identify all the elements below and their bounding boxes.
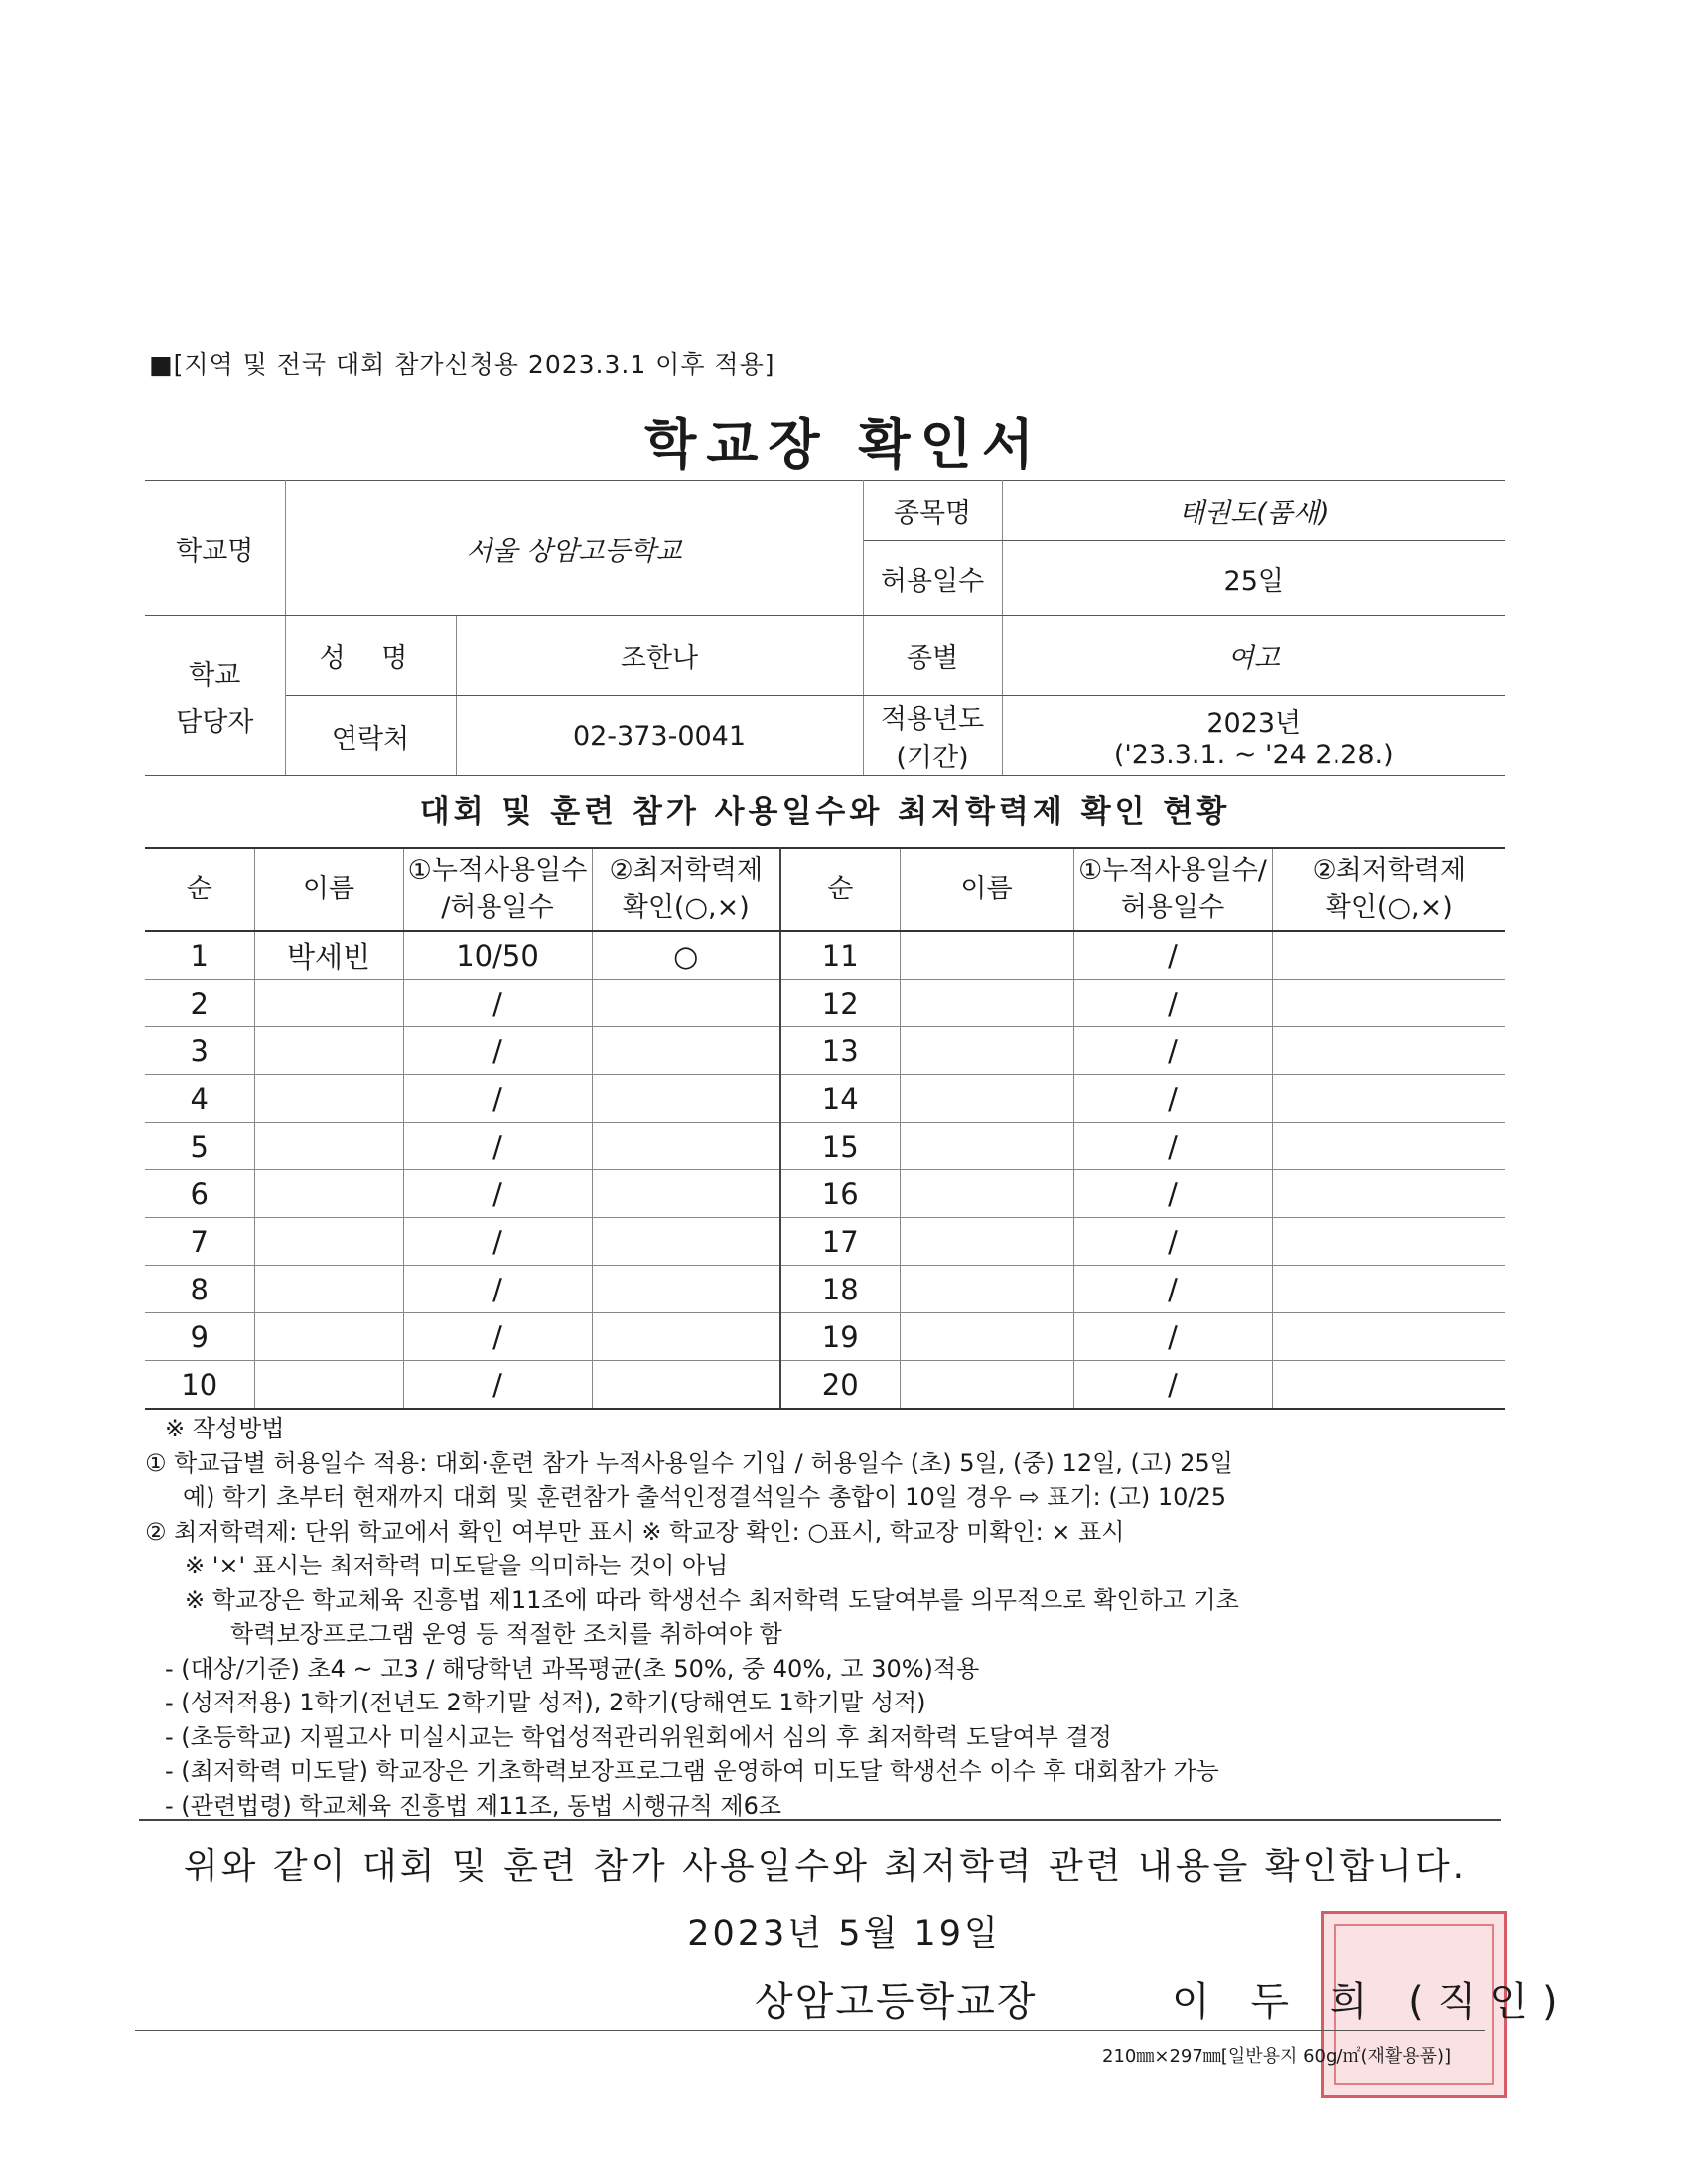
school-name-label: 학교명 [145,481,285,616]
cell-days-b: / [1073,1027,1272,1075]
header-days-b-line2: 허용일수 [1120,892,1225,923]
notes-heading: ※ 작성방법 [165,1415,285,1442]
header-name: 이름 [254,848,403,931]
cell-name-b [900,1266,1073,1313]
school-name-value: 서울 상암고등학교 [285,481,863,616]
cell-name [254,980,403,1027]
year-label [863,696,1002,776]
cell-no: 10 [145,1361,254,1410]
table-row [145,1123,1505,1170]
confirmation-statement: 위와 같이 대회 및 훈련 참가 사용일수와 최저학력 관련 내용을 확인합니다. [183,1846,1468,1887]
note-line: ※ 학교장은 학교체육 진흥법 제11조에 따라 학생선수 최저학력 도달여부를 의무적으로 확인하고 기초 [185,1585,1239,1614]
cell-name-b [900,1361,1073,1410]
cell-check [592,980,780,1027]
note-line: - (최저학력 미도달) 학교장은 기초학력보장프로그램 운영하여 미도달 학생선수 이수 후 대회참가 가능 [165,1757,1219,1785]
cell-no-b: 17 [780,1218,900,1266]
cell-no-b: 12 [780,980,900,1027]
participation-table [145,847,1505,1410]
cell-days: 10/50 [403,931,592,980]
type-label: 종별 [863,616,1002,696]
paper-spec-note: 210㎜×297㎜[일반용지 60g/㎡(재활용품)] [1102,2046,1452,2067]
header-days-b-line1: ①누적사용일수/ [1078,855,1267,886]
header-days-line1: ①누적사용일수 [407,855,588,886]
principal-name: 이 두 희 (직인) [1172,1979,1572,2025]
cell-check-b [1272,931,1505,980]
header-grade-line2: 확인(○,×) [622,892,750,923]
header-no: 순 [145,848,254,931]
cell-days: / [403,1170,592,1218]
cell-days-b: / [1073,1361,1272,1410]
cell-name-b [900,1313,1073,1361]
manager-label-line2: 담당자 [176,707,254,738]
cell-check-b [1272,1027,1505,1075]
cell-check [592,1266,780,1313]
name-value: 조한나 [456,616,863,696]
cell-days: / [403,1123,592,1170]
cell-name-b [900,1218,1073,1266]
type-value: 여고 [1002,616,1505,696]
cell-days-b: / [1073,1123,1272,1170]
document-title: 학교장 확인서 [644,413,1044,476]
note-line: 학력보장프로그램 운영 등 적절한 조치를 취하여야 함 [230,1620,782,1648]
header-days-b [1073,848,1272,931]
list-title: 대회 및 훈련 참가 사용일수와 최저학력제 확인 현황 [419,794,1231,830]
year-value-line1: 2023년 [1206,708,1302,739]
principal-school: 상암고등학교장 [755,1979,1038,2025]
cell-name-b [900,931,1073,980]
note-line: ※ '×' 표시는 최저학력 미도달을 의미하는 것이 아님 [185,1552,729,1579]
cell-check-b [1272,1075,1505,1123]
note-line: 예) 학기 초부터 현재까지 대회 및 훈련참가 출석인정결석일수 총합이 10일 경우 ⇨ 표기: (고) 10/25 [183,1483,1227,1511]
cell-no-b: 15 [780,1123,900,1170]
writing-instructions [145,1412,1535,1823]
header-grade [592,848,780,931]
cell-no: 3 [145,1027,254,1075]
cell-check: ○ [592,931,780,980]
sport-value: 태권도(품새) [1002,481,1505,541]
info-table [145,480,1505,776]
cell-name [254,1361,403,1410]
cell-check [592,1218,780,1266]
year-label-line1: 적용년도 [880,704,985,735]
cell-check-b [1272,1123,1505,1170]
cell-check-b [1272,980,1505,1027]
cell-name [254,1027,403,1075]
cell-name [254,1266,403,1313]
cell-no-b: 16 [780,1170,900,1218]
cell-no-b: 20 [780,1361,900,1410]
cell-no: 4 [145,1075,254,1123]
cell-check [592,1313,780,1361]
cell-days: / [403,1313,592,1361]
sport-label: 종목명 [863,481,1002,541]
table-row [145,1266,1505,1313]
cell-days: / [403,1027,592,1075]
header-grade-line1: ②최저학력제 [609,855,764,886]
manager-label-line1: 학교 [189,660,241,691]
cell-days-b: / [1073,980,1272,1027]
cell-no: 5 [145,1123,254,1170]
table-row [145,1361,1505,1410]
cell-no: 7 [145,1218,254,1266]
note-line: - (성적적용) 1학기(전년도 2학기말 성적), 2학기(당해연도 1학기말 성적) [165,1689,926,1716]
year-value-line2: ('23.3.1. ~ '24 2.28.) [1113,740,1394,770]
cell-check [592,1170,780,1218]
issue-date: 2023년 5월 19일 [687,1914,1001,1954]
cell-name [254,1170,403,1218]
table-row [145,980,1505,1027]
name-label: 성 명 [285,616,456,696]
cell-days: / [403,1075,592,1123]
note-line: - (대상/기준) 초4 ~ 고3 / 해당학년 과목평균(초 50%, 중 40%, 고 30%)적용 [165,1654,980,1683]
cell-days: / [403,1266,592,1313]
table-row [145,1313,1505,1361]
year-value [1002,696,1505,776]
cell-no: 1 [145,931,254,980]
table-row [145,931,1505,980]
cell-days-b: / [1073,1075,1272,1123]
cell-name-b [900,1075,1073,1123]
cell-check [592,1123,780,1170]
cell-check-b [1272,1361,1505,1410]
table-row [145,1218,1505,1266]
cell-check [592,1361,780,1410]
cell-name [254,1075,403,1123]
table-row [145,1170,1505,1218]
header-grade-b-line2: 확인(○,×) [1325,892,1453,923]
cell-check [592,1027,780,1075]
cell-check-b [1272,1170,1505,1218]
note-line: ② 최저학력제: 단위 학교에서 확인 여부만 표시 ※ 학교장 확인: ○표시, 학교장 미확인: × 표시 [145,1517,1125,1546]
cell-check-b [1272,1313,1505,1361]
cell-no: 2 [145,980,254,1027]
cell-no: 6 [145,1170,254,1218]
cell-no: 9 [145,1313,254,1361]
cell-days: / [403,1361,592,1410]
cell-name [254,1218,403,1266]
cell-no-b: 18 [780,1266,900,1313]
cell-days-b: / [1073,1266,1272,1313]
cell-days-b: / [1073,1218,1272,1266]
cell-days: / [403,980,592,1027]
note-line: - (초등학교) 지필고사 미실시교는 학업성적관리위원회에서 심의 후 최저학력 도달여부 결정 [165,1722,1112,1751]
cell-check-b [1272,1266,1505,1313]
table-row [145,1075,1505,1123]
header-days-line2: /허용일수 [441,892,554,923]
cell-name-b [900,980,1073,1027]
notes-divider [139,1819,1501,1821]
cell-no-b: 13 [780,1027,900,1075]
cell-check-b [1272,1218,1505,1266]
cell-name-b [900,1170,1073,1218]
contact-label: 연락처 [285,696,456,776]
footer-divider [135,2030,1485,2031]
cell-days-b: / [1073,1170,1272,1218]
note-line: ① 학교급별 허용일수 적용: 대회·훈련 참가 누적사용일수 기입 / 허용일수 (초) 5일, (중) 12일, (고) 25일 [145,1448,1233,1477]
cell-no-b: 19 [780,1313,900,1361]
allowed-days-label: 허용일수 [863,541,1002,616]
cell-name-b [900,1123,1073,1170]
cell-name [254,1123,403,1170]
cell-no-b: 11 [780,931,900,980]
cell-name: 박세빈 [254,931,403,980]
cell-check [592,1075,780,1123]
contact-value: 02-373-0041 [456,696,863,776]
table-row [145,1027,1505,1075]
header-grade-b [1272,848,1505,931]
cell-no-b: 14 [780,1075,900,1123]
cell-no: 8 [145,1266,254,1313]
cell-days: / [403,1218,592,1266]
form-header-note: ■[지역 및 전국 대회 참가신청용 2023.3.1 이후 적용] [149,350,775,379]
note-line: - (관련법령) 학교체육 진흥법 제11조, 동법 시행규칙 제6조 [165,1791,782,1820]
cell-name-b [900,1027,1073,1075]
year-label-line2: (기간) [896,743,969,773]
header-name-b: 이름 [900,848,1073,931]
cell-days-b: / [1073,931,1272,980]
cell-days-b: / [1073,1313,1272,1361]
header-days [403,848,592,931]
allowed-days-value: 25일 [1002,541,1505,616]
cell-name [254,1313,403,1361]
manager-label [145,616,285,776]
header-grade-b-line1: ②최저학력제 [1312,855,1467,886]
header-no-b: 순 [780,848,900,931]
